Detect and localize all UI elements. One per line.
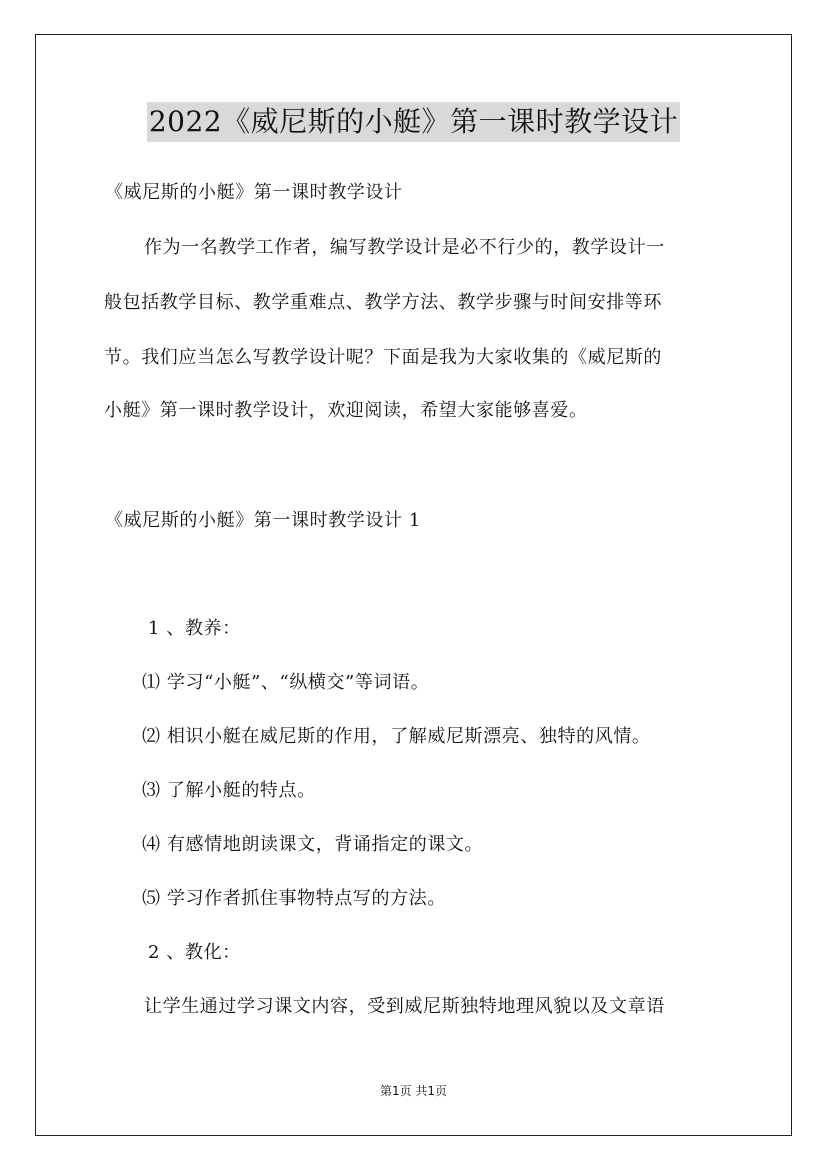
objective-3: ⑶ 了解小艇的特点。 [142, 780, 316, 801]
item-1-heading: 1 、教养： [148, 618, 241, 639]
document-title: 2022《威尼斯的小艇》第一课时教学设计 [147, 102, 680, 142]
objective-2: ⑵ 相识小艇在威尼斯的作用，了解威尼斯漂亮、独特的风情。 [142, 726, 651, 747]
intro-line-4: 小艇》第一课时教学设计，欢迎阅读，希望大家能够喜爱。 [104, 400, 588, 421]
section-heading: 《威尼斯的小艇》第一课时教学设计 1 [105, 510, 421, 531]
intro-line-3: 节。我们应当怎么写教学设计呢？下面是我为大家收集的《威尼斯的 [104, 347, 662, 368]
document-subtitle: 《威尼斯的小艇》第一课时教学设计 [105, 182, 403, 203]
objective-5: ⑸ 学习作者抓住事物特点写的方法。 [142, 888, 446, 909]
item-2-text: 让学生通过学习课文内容，受到威尼斯独特地理风貌以及文章语 [144, 996, 665, 1017]
objective-1: ⑴ 学习“小艇”、“纵横交”等词语。 [142, 672, 430, 693]
intro-line-2: 般包括教学目标、教学重难点、教学方法、教学步骤与时间安排等环 [104, 292, 662, 313]
item-2-heading: 2 、教化： [148, 942, 241, 963]
document-title-wrapper [0, 102, 827, 142]
objective-4: ⑷ 有感情地朗读课文，背诵指定的课文。 [142, 834, 484, 855]
intro-line-1: 作为一名教学工作者，编写教学设计是必不行少的，教学设计一 [144, 237, 665, 258]
page-footer: 第1页 共1页 [379, 1084, 448, 1098]
